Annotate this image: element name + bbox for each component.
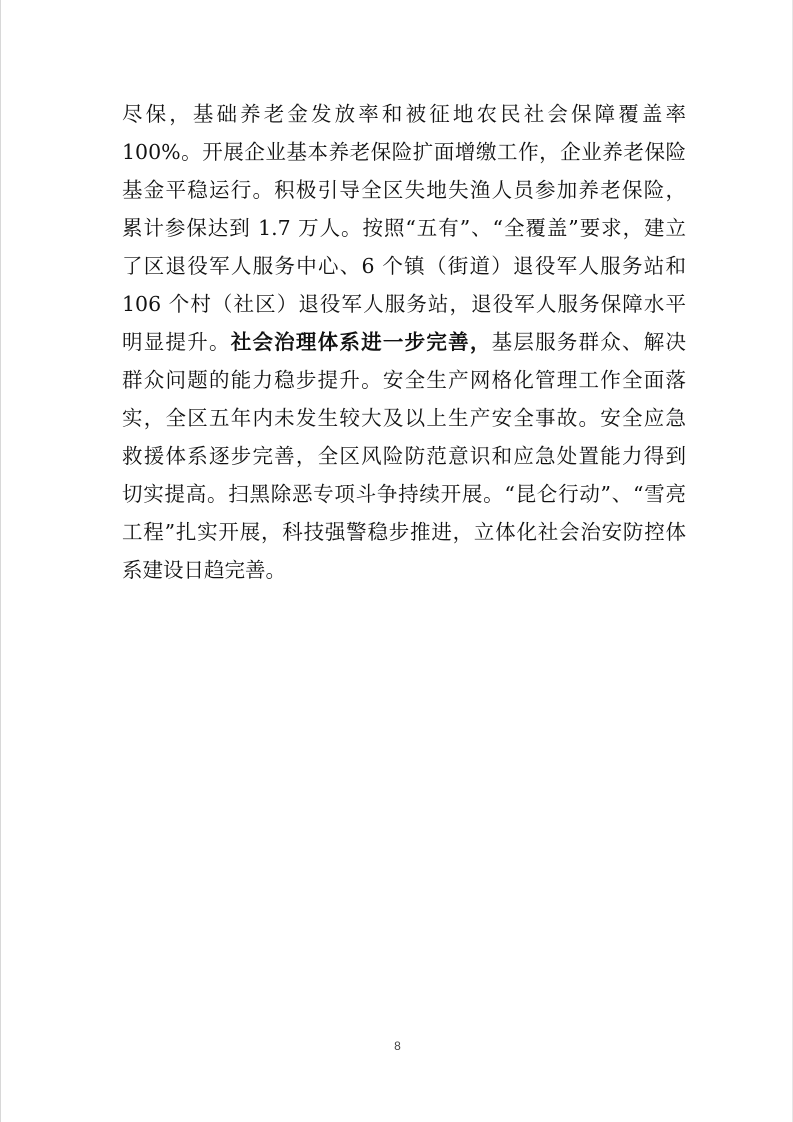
text-line: 累计参保达到 1.7 万人。按照“五有”、“全覆盖”要求，建立 [122, 216, 686, 240]
text-segment: 基层服务群众、解决 [491, 330, 686, 354]
text-line: 群众问题的能力稳步提升。安全生产网格化管理工作全面落 [122, 368, 686, 392]
text-line: 了区退役军人服务中心、6 个镇（街道）退役军人服务站和 [122, 254, 686, 278]
text-line-with-bold [122, 322, 686, 362]
text-line: 尽保，基础养老金发放率和被征地农民社会保障覆盖率 [122, 102, 686, 126]
text-line: 救援体系逐步完善，全区风险防范意识和应急处置能力得到 [122, 444, 686, 468]
text-segment: 明显提升。 [122, 330, 231, 354]
page-number: 8 [394, 1039, 401, 1053]
text-line: 实，全区五年内未发生较大及以上生产安全事故。安全应急 [122, 406, 686, 430]
bold-heading-phrase: 社会治理体系进一步完善， [230, 330, 492, 354]
text-line: 106 个村（社区）退役军人服务站，退役军人服务保障水平 [122, 292, 686, 316]
text-line: 系建设日趋完善。 [122, 558, 286, 582]
text-line: 工程”扎实开展，科技强警稳步推进，立体化社会治安防控体 [122, 520, 686, 544]
text-line: 切实提高。扫黑除恶专项斗争持续开展。“昆仑行动”、“雪亮 [122, 482, 686, 506]
text-line: 基金平稳运行。积极引导全区失地失渔人员参加养老保险， [122, 178, 686, 202]
text-line: 100%。开展企业基本养老保险扩面增缴工作，企业养老保险 [122, 140, 686, 164]
